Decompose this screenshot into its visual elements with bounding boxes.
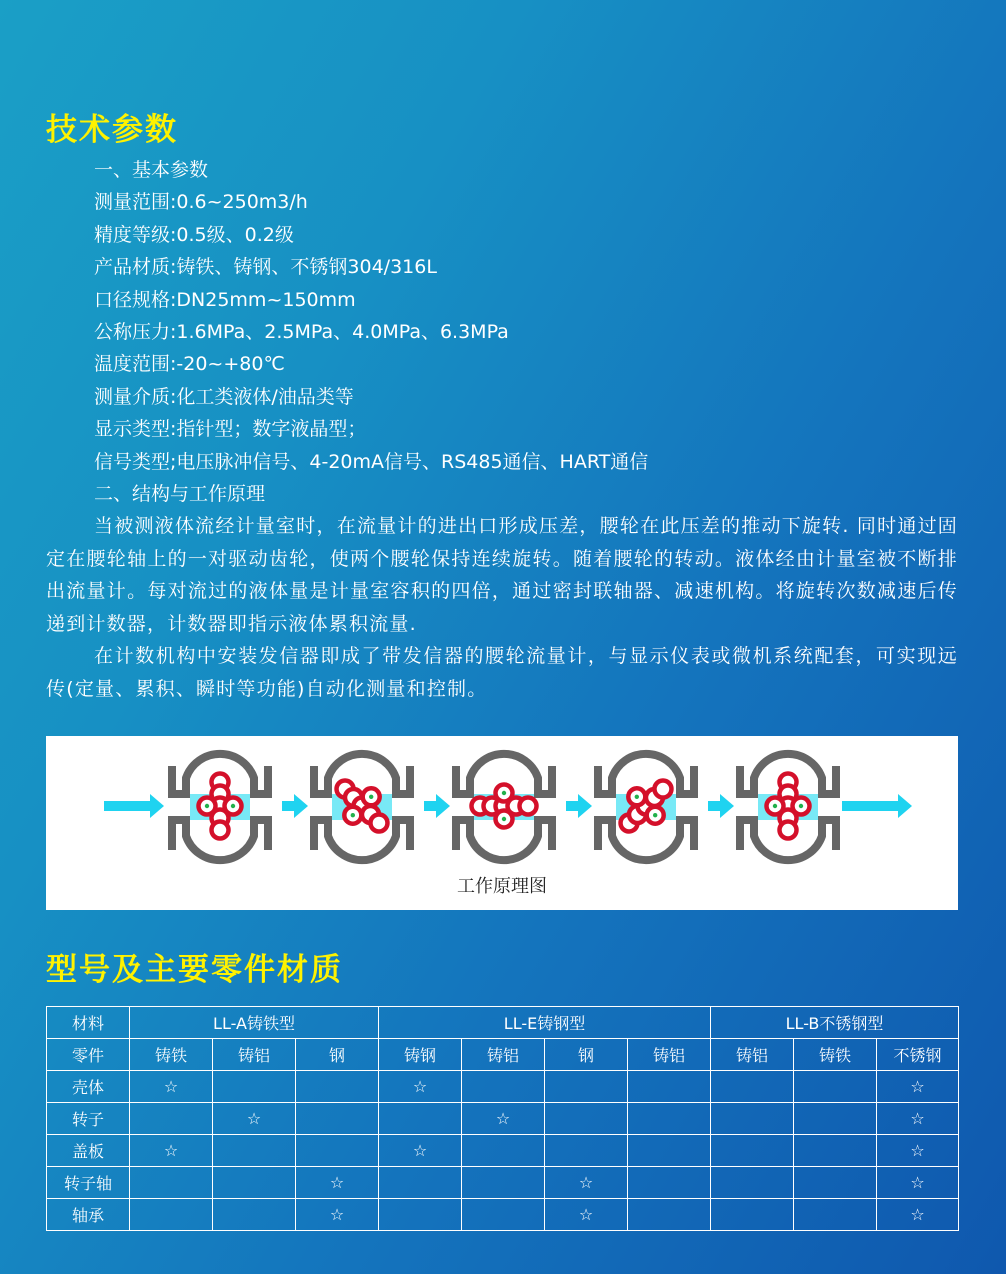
material-cell bbox=[628, 1071, 711, 1103]
param-accuracy: 精度等级:0.5级、0.2级 bbox=[94, 223, 294, 246]
material-cell bbox=[711, 1103, 794, 1135]
material-cell bbox=[462, 1071, 545, 1103]
group-header-ll-b: LL-B不锈钢型 bbox=[711, 1007, 959, 1039]
material-cell bbox=[794, 1199, 877, 1231]
flow-arrow-head bbox=[720, 794, 734, 818]
flow-arrow-head bbox=[436, 794, 450, 818]
material-cell bbox=[628, 1135, 711, 1167]
material-cell: ☆ bbox=[877, 1135, 959, 1167]
meter-housing-top bbox=[314, 754, 410, 794]
table-row bbox=[47, 1199, 959, 1231]
subheader-cell: 铸铝 bbox=[213, 1039, 296, 1071]
material-cell bbox=[379, 1167, 462, 1199]
material-cell bbox=[296, 1071, 379, 1103]
subheader-cell: 铸铝 bbox=[628, 1039, 711, 1071]
rotor-shaft-dot bbox=[369, 795, 373, 799]
material-cell bbox=[545, 1103, 628, 1135]
rotor-shaft-dot bbox=[231, 804, 235, 808]
rotor-shaft-dot bbox=[502, 791, 506, 795]
table-row bbox=[47, 1135, 959, 1167]
flow-arrow-head bbox=[898, 794, 912, 818]
material-cell bbox=[296, 1135, 379, 1167]
material-cell bbox=[462, 1135, 545, 1167]
material-cell: ☆ bbox=[296, 1199, 379, 1231]
material-cell bbox=[213, 1071, 296, 1103]
part-name: 轴承 bbox=[47, 1199, 130, 1231]
flow-arrow-shaft bbox=[566, 801, 580, 811]
rotor-shaft-dot bbox=[799, 804, 803, 808]
part-name: 转子 bbox=[47, 1103, 130, 1135]
rotor-lobe bbox=[212, 822, 229, 839]
param-pressure: 公称压力:1.6MPa、2.5MPa、4.0MPa、6.3MPa bbox=[94, 321, 509, 344]
section-title-tech-params: 技术参数 bbox=[46, 112, 178, 148]
diagram-caption: 工作原理图 bbox=[457, 876, 547, 897]
params-heading-basic: 一、基本参数 bbox=[94, 159, 209, 181]
subheader-cell: 铸钢 bbox=[379, 1039, 462, 1071]
rotor-shaft-dot bbox=[502, 817, 506, 821]
material-cell: ☆ bbox=[545, 1167, 628, 1199]
flow-arrow-head bbox=[578, 794, 592, 818]
material-cell bbox=[794, 1135, 877, 1167]
material-cell bbox=[213, 1135, 296, 1167]
param-caliber: 口径规格:DN25mm~150mm bbox=[94, 288, 356, 311]
rotor-lobe bbox=[520, 798, 537, 815]
material-cell bbox=[794, 1071, 877, 1103]
subheader-cell: 铸铝 bbox=[711, 1039, 794, 1071]
material-cell bbox=[628, 1167, 711, 1199]
material-cell bbox=[213, 1199, 296, 1231]
principle-paragraph-1: 当被测液体流经计量室时，在流量计的进出口形成压差，腰轮在此压差的推动下旋转. 同时通过固定在腰轮轴上的一对驱动齿轮，使两个腰轮保持连续旋转。随着腰轮的转动。液体经由计量室被不断排出流量计。每对流过的液体量是计量室容积的四倍，通过密封联轴器、减速机构。将旋转次数减速后传递到计数器，计数器即指示液体累积流量. bbox=[46, 515, 958, 635]
material-cell bbox=[462, 1167, 545, 1199]
header-label-material: 材料 bbox=[47, 1007, 130, 1039]
header-label-part: 零件 bbox=[47, 1039, 130, 1071]
meter-housing-top bbox=[598, 754, 694, 794]
material-cell bbox=[794, 1167, 877, 1199]
material-cell bbox=[711, 1071, 794, 1103]
subheader-cell: 铸铁 bbox=[130, 1039, 213, 1071]
material-cell: ☆ bbox=[877, 1071, 959, 1103]
subheader-cell: 钢 bbox=[296, 1039, 379, 1071]
material-cell bbox=[794, 1103, 877, 1135]
material-cell bbox=[130, 1199, 213, 1231]
param-signal: 信号类型;电压脉冲信号、4-20mA信号、RS485通信、HART通信 bbox=[94, 450, 649, 473]
material-cell bbox=[545, 1071, 628, 1103]
flow-arrow-head bbox=[150, 794, 164, 818]
materials-table bbox=[46, 1006, 959, 1231]
rotor-shaft-dot bbox=[635, 795, 639, 799]
material-cell bbox=[462, 1199, 545, 1231]
param-measure-range: 测量范围:0.6~250m3/h bbox=[94, 191, 308, 214]
material-cell: ☆ bbox=[877, 1199, 959, 1231]
table-subheader-row bbox=[47, 1039, 959, 1071]
rotor-shaft-dot bbox=[351, 813, 355, 817]
material-cell bbox=[296, 1103, 379, 1135]
flow-arrow-shaft bbox=[708, 801, 722, 811]
material-cell: ☆ bbox=[877, 1103, 959, 1135]
table-row bbox=[47, 1167, 959, 1199]
part-name: 转子轴 bbox=[47, 1167, 130, 1199]
table-row bbox=[47, 1103, 959, 1135]
material-cell bbox=[379, 1199, 462, 1231]
flow-arrow-shaft bbox=[424, 801, 438, 811]
param-temperature: 温度范围:-20~+80℃ bbox=[94, 353, 285, 376]
material-cell: ☆ bbox=[130, 1071, 213, 1103]
rotor-lobe bbox=[654, 781, 671, 798]
material-cell bbox=[379, 1103, 462, 1135]
section-title-materials: 型号及主要零件材质 bbox=[46, 952, 343, 988]
part-name: 壳体 bbox=[47, 1071, 130, 1103]
flow-arrow-shaft bbox=[104, 801, 152, 811]
rotor-shaft-dot bbox=[653, 813, 657, 817]
meter-housing-bottom bbox=[598, 820, 694, 860]
principle-paragraph-2: 在计数机构中安装发信器即成了带发信器的腰轮流量计，与显示仪表或微机系统配套，可实现远传(定量、累积、瞬时等功能)自动化测量和控制。 bbox=[46, 645, 958, 700]
material-cell: ☆ bbox=[379, 1135, 462, 1167]
part-name: 盖板 bbox=[47, 1135, 130, 1167]
material-cell: ☆ bbox=[130, 1135, 213, 1167]
param-display: 显示类型:指针型；数字液晶型； bbox=[94, 418, 367, 441]
rotor-shaft-dot bbox=[205, 804, 209, 808]
material-cell bbox=[545, 1135, 628, 1167]
group-header-ll-e: LL-E铸钢型 bbox=[379, 1007, 711, 1039]
material-cell: ☆ bbox=[213, 1103, 296, 1135]
rotor-lobe bbox=[370, 814, 387, 831]
material-cell bbox=[711, 1167, 794, 1199]
table-row bbox=[47, 1071, 959, 1103]
subheader-cell: 钢 bbox=[545, 1039, 628, 1071]
meter-housing-bottom bbox=[314, 820, 410, 860]
material-cell: ☆ bbox=[545, 1199, 628, 1231]
rotor-lobe bbox=[780, 822, 797, 839]
material-cell bbox=[130, 1167, 213, 1199]
subheader-cell: 不锈钢 bbox=[877, 1039, 959, 1071]
material-cell bbox=[628, 1199, 711, 1231]
rotor-shaft-dot bbox=[773, 804, 777, 808]
flow-arrow-head bbox=[294, 794, 308, 818]
material-cell bbox=[130, 1103, 213, 1135]
material-cell bbox=[711, 1135, 794, 1167]
param-material: 产品材质:铸铁、铸钢、不锈钢304/316L bbox=[94, 256, 437, 279]
param-medium: 测量介质:化工类液体/油品类等 bbox=[94, 385, 354, 408]
table-header-row bbox=[47, 1007, 959, 1039]
material-cell: ☆ bbox=[877, 1167, 959, 1199]
material-cell bbox=[213, 1167, 296, 1199]
tech-params-block bbox=[46, 154, 958, 705]
material-cell: ☆ bbox=[462, 1103, 545, 1135]
group-header-ll-a: LL-A铸铁型 bbox=[130, 1007, 379, 1039]
params-heading-structure: 二、结构与工作原理 bbox=[94, 483, 266, 506]
flow-arrow-shaft bbox=[842, 801, 900, 811]
material-cell: ☆ bbox=[379, 1071, 462, 1103]
subheader-cell: 铸铁 bbox=[794, 1039, 877, 1071]
subheader-cell: 铸铝 bbox=[462, 1039, 545, 1071]
working-principle-diagram bbox=[46, 736, 958, 910]
material-cell bbox=[628, 1103, 711, 1135]
material-cell: ☆ bbox=[296, 1167, 379, 1199]
flow-arrow-shaft bbox=[282, 801, 296, 811]
material-cell bbox=[711, 1199, 794, 1231]
